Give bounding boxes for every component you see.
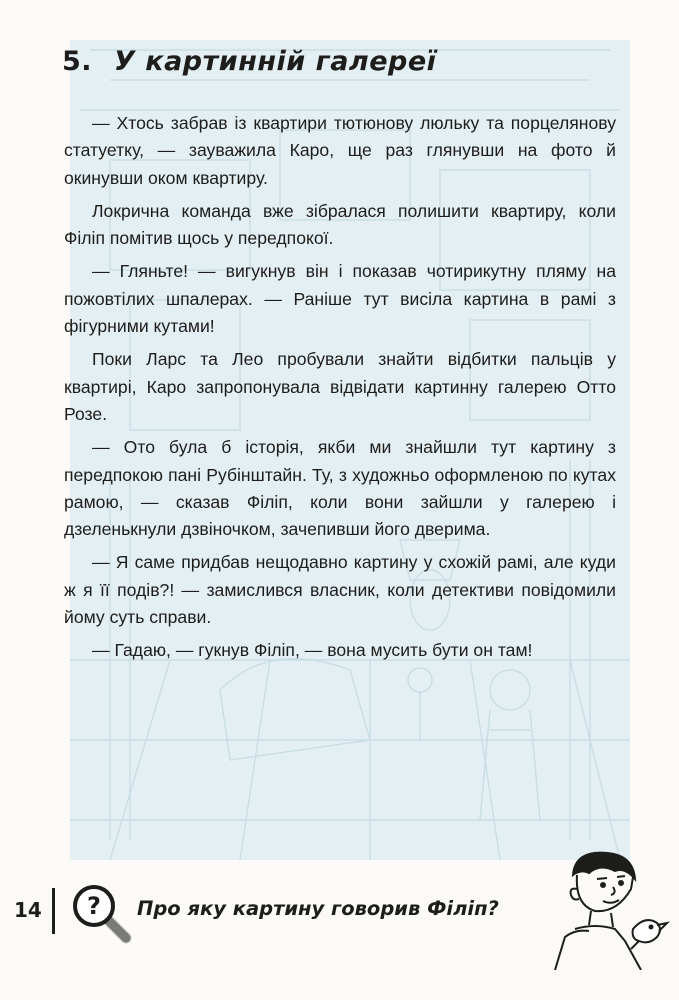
paragraph-6: — Я саме придбав нещодавно картину у схожій рамі, але куди ж я її подів?! — замислився власник, коли детективи повідомили йому суть справи. <box>64 552 616 628</box>
paragraph-3: — Гляньте! — вигукнув він і показав чотирикутну пляму на пожовтілих шпалерах. — Раніше тут висіла картина в рамі з фігурними кутами! <box>64 261 616 337</box>
page-number: 14 <box>14 898 42 922</box>
quiz-question: Про яку картину говорив Філіп? <box>137 897 499 920</box>
story-text <box>64 110 616 671</box>
paragraph-7: — Гадаю, — гукнув Філіп, — вона мусить бути он там! <box>92 640 533 661</box>
paragraph-5: — Ото була б історія, якби ми знайшли тут картину з передпокою пані Рубінштайн. Ту, з художньо оформленою по кутах рамою, — сказав Філіп, коли вони зайшли у галерею і дзеленькнули дзвіночком, зачепивши його дверима. <box>64 437 616 540</box>
paragraph-4: Поки Ларс та Лео пробували знайти відбитки пальців у квартирі, Каро запропонувала відвідати картинну галерею Отто Розе. <box>64 349 616 424</box>
boy-with-bird-illustration <box>545 845 670 970</box>
chapter-number: 5. <box>62 46 93 77</box>
paragraph-2: Локрична команда вже зібралася полишити квартиру, коли Філіп помітив щось у передпокої. <box>64 200 616 249</box>
magnifier-question-icon <box>70 882 132 944</box>
page-number-divider <box>52 888 55 934</box>
paragraph-1: — Хтось забрав із квартири тютюнову люльку та порцелянову статуетку, — зауважила Каро, ще раз глянувши на фото й окинувши оком квартиру. <box>64 113 616 188</box>
question-mark: ? <box>87 892 101 920</box>
chapter-title <box>62 46 436 77</box>
chapter-title-text: У картинній галереї <box>114 46 437 77</box>
